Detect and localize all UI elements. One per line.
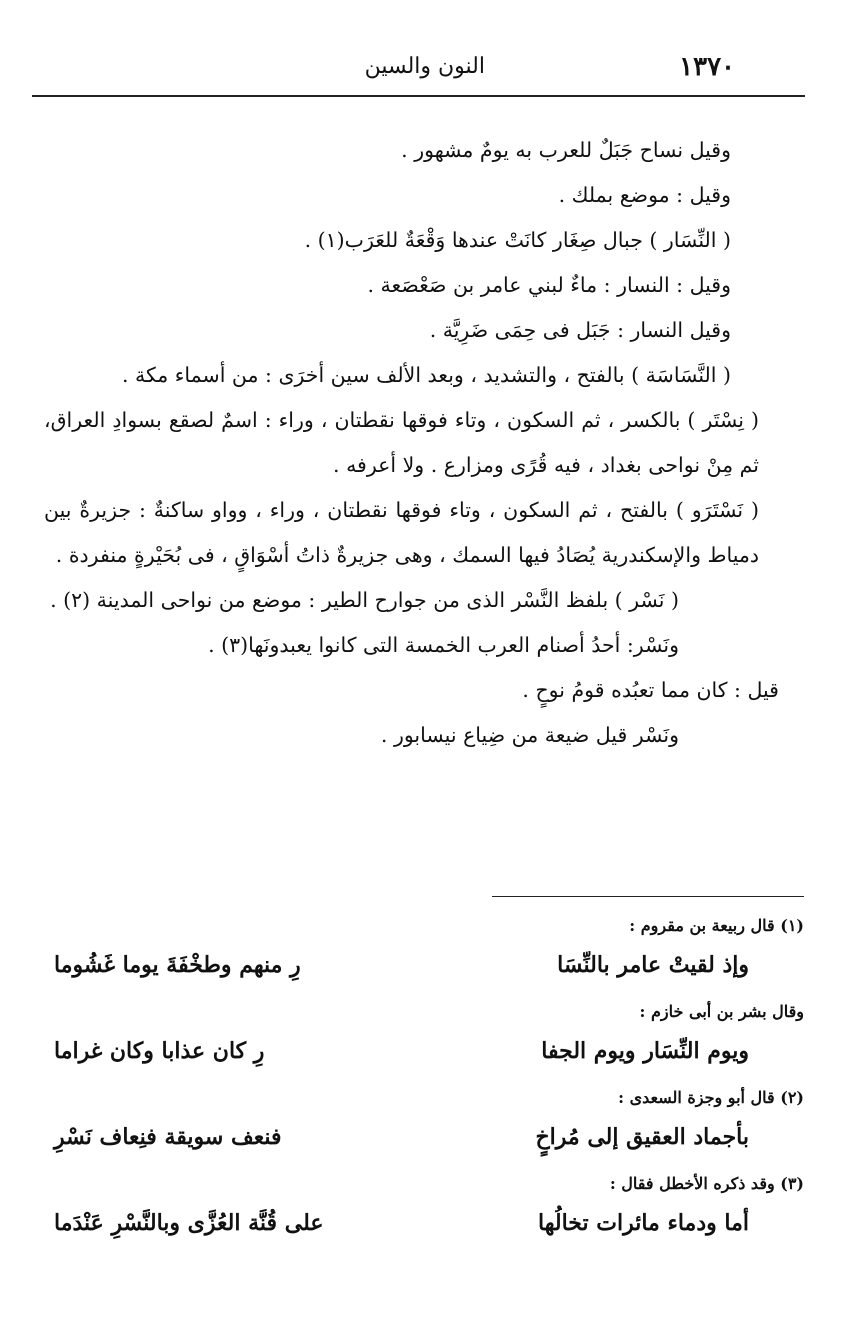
verse-second-hemistich: رِ كان عذابا وكان غراما	[54, 1038, 265, 1064]
verse-line	[44, 1026, 804, 1084]
verse-line	[44, 940, 804, 998]
verse-first-hemistich: بأجماد العقيق إلى مُراخٍ	[535, 1124, 749, 1150]
footnote-intro: (٢) قال أبو وجزة السعدى :	[618, 1088, 804, 1107]
paragraph: وقيل النسار : جَبَل فى حِمَى ضَرِيَّة .	[429, 318, 731, 342]
paragraph: ( نِسْتَر ) بالكسر ، ثم السكون ، وتاء فوقها نقطتان ، وراء : اسمٌ لصقع بسوادِ العراق، ثم مِنْ نواحى بغداد ، فيه قُرًى ومزارع . ولا أعرفه .	[44, 408, 759, 477]
paragraph: ( نَسْر ) بلفظ النَّسْر الذى من جوارح الطير : موضع من نواحى المدينة (٢) .	[50, 588, 679, 612]
verse-second-hemistich: رِ منهم وطخْفَةَ يوما غَشُوما	[54, 952, 301, 978]
paragraph: وقيل نساح جَبَلٌ للعرب به يومٌ مشهور .	[401, 138, 731, 162]
paragraph: ونَسْر: أحدُ أصنام العرب الخمسة التى كانوا يعبدونَها(٣) .	[208, 633, 679, 657]
footnote-intro: (٣) وقد ذكره الأخطل فقال :	[609, 1174, 804, 1193]
footnote-intro: (١) قال ربيعة بن مقروم :	[629, 916, 804, 935]
verse-second-hemistich: على قُنَّة العُزَّى وبالنَّسْرِ عَنْدَما	[54, 1210, 324, 1236]
paragraph: وقيل : النسار : ماءٌ لبني عامر بن صَعْصَعة .	[367, 273, 731, 297]
footnote-rule	[492, 896, 804, 897]
header-rule	[32, 95, 805, 97]
paragraph: ( النِّسَار ) جبال صِغَار كانَتْ عندها وَقْعَةٌ للعَرَب(١) .	[304, 228, 731, 252]
verse-line	[44, 1198, 804, 1256]
footnote-intro: وقال بشر بن أبى خازم :	[639, 1002, 804, 1021]
paragraph: ونَسْر قيل ضيعة من ضِياع نيسابور .	[380, 723, 679, 747]
paragraph: وقيل : موضع بملك .	[558, 183, 731, 207]
verse-first-hemistich: وإذ لقيتْ عامر بالنِّسَا	[557, 952, 749, 978]
verse-second-hemistich: فنعف سويقة فنِعاف نَسْرِ	[54, 1124, 282, 1150]
verse-first-hemistich: ويوم النِّسَار ويوم الجفا	[541, 1038, 749, 1064]
main-text	[44, 128, 779, 758]
paragraph: ( النَّسَاسَة ) بالفتح ، والتشديد ، وبعد الألف سين أخرَى : من أسماء مكة .	[121, 363, 731, 387]
paragraph: قيل : كان مما تعبُده قومُ نوحٍ .	[522, 678, 779, 702]
footnotes	[44, 912, 804, 1256]
page-header	[32, 52, 805, 92]
verse-first-hemistich: أما ودماء مائرات تخالُها	[538, 1210, 749, 1236]
paragraph: ( نَسْتَرَو ) بالفتح ، ثم السكون ، وتاء فوقها نقطتان ، وراء ، وواو ساكنةٌ : جزيرةٌ بين دمياط والإسكندرية يُصَادُ فيها السمك ، وهى جزيرةٌ ذاتُ أسْوَاقٍ ، فى بُحَيْرةٍ منفردة .	[44, 498, 759, 567]
running-head: النون والسين	[364, 54, 485, 79]
verse-line	[44, 1112, 804, 1170]
page-number: ١٣٧٠	[679, 52, 735, 82]
